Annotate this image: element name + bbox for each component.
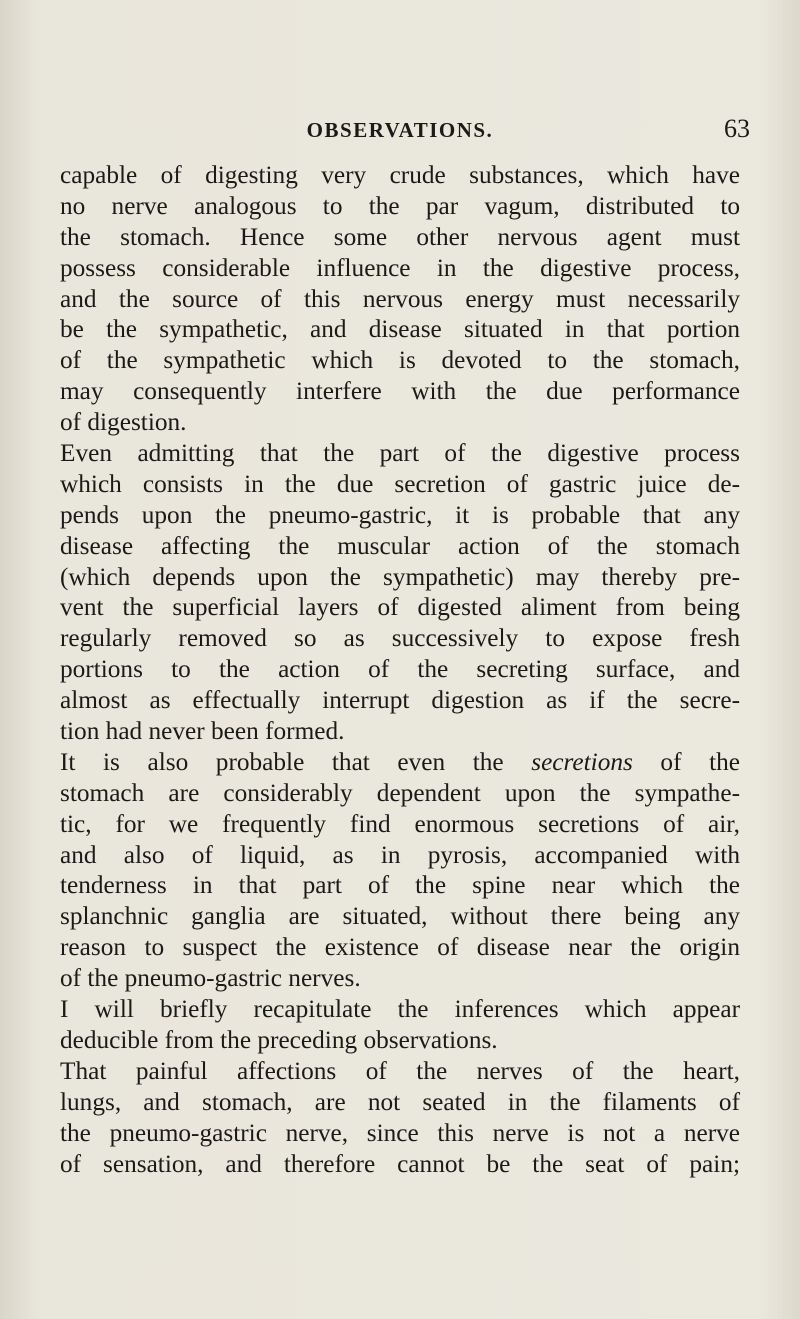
text-line: lungs, and stomach, are not seated in the filaments of	[60, 1087, 740, 1116]
text-line: tic, for we frequently find enormous secretions of air,	[60, 809, 740, 838]
text-line: splanchnic ganglia are situated, without there being any	[60, 902, 740, 931]
text-line: may consequently interfere with the due performance	[60, 377, 740, 406]
text-line: (which depends upon the sympathetic) may thereby pre-	[60, 562, 740, 591]
text-line: Even admitting that the part of the digestive process	[60, 439, 740, 468]
text-line: almost as effectually interrupt digestion as if the secre-	[60, 686, 740, 715]
text-line: of the pneumo-gastric nerves.	[60, 964, 361, 993]
text-line: be the sympathetic, and disease situated in that portion	[60, 315, 740, 344]
text-line: and the source of this nervous energy must necessarily	[60, 284, 740, 313]
text-line: That painful affections of the nerves of the heart,	[60, 1056, 740, 1085]
text-line: vent the superficial layers of digested aliment from being	[60, 593, 740, 622]
text-line: and also of liquid, as in pyrosis, accompanied with	[60, 840, 740, 869]
text-line: capable of digesting very crude substances, which have	[60, 161, 740, 189]
text-line: of the sympathetic which is devoted to the stomach,	[60, 346, 740, 375]
text-line: of digestion.	[60, 408, 187, 437]
text-line: deducible from the preceding observations.	[60, 1025, 498, 1054]
body-text	[60, 160, 740, 1179]
page-number: 63	[724, 114, 750, 143]
text-line: no nerve analogous to the par vagum, distributed to	[60, 191, 740, 220]
italic-term: secretions	[531, 747, 633, 776]
text-line: tenderness in that part of the spine near which the	[60, 871, 740, 900]
text-line: stomach are considerably dependent upon the sympathe-	[60, 778, 740, 807]
text-line: of sensation, and therefore cannot be the seat of pain;	[60, 1149, 740, 1178]
page-header	[60, 114, 750, 148]
text-segment: It is also probable that even the	[60, 747, 532, 776]
text-line: which consists in the due secretion of gastric juice de-	[60, 469, 740, 498]
text-line: disease affecting the muscular action of the stomach	[60, 531, 740, 560]
text-line: the pneumo-gastric nerve, since this nerve is not a nerve	[60, 1118, 740, 1147]
text-line: portions to the action of the secreting surface, and	[60, 655, 740, 684]
text-line: tion had never been formed.	[60, 717, 345, 746]
text-line: I will briefly recapitulate the inferences which appear	[60, 995, 740, 1024]
text-line: pends upon the pneumo-gastric, it is probable that any	[60, 500, 740, 529]
text-line: the stomach. Hence some other nervous agent must	[60, 222, 740, 251]
text-line: reason to suspect the existence of disease near the origin	[60, 933, 740, 962]
text-line: possess considerable influence in the digestive process,	[60, 253, 740, 282]
running-head: OBSERVATIONS.	[306, 118, 494, 142]
text-line	[60, 747, 740, 778]
text-line: regularly removed so as successively to expose fresh	[60, 624, 740, 653]
text-segment: of the	[632, 747, 740, 776]
